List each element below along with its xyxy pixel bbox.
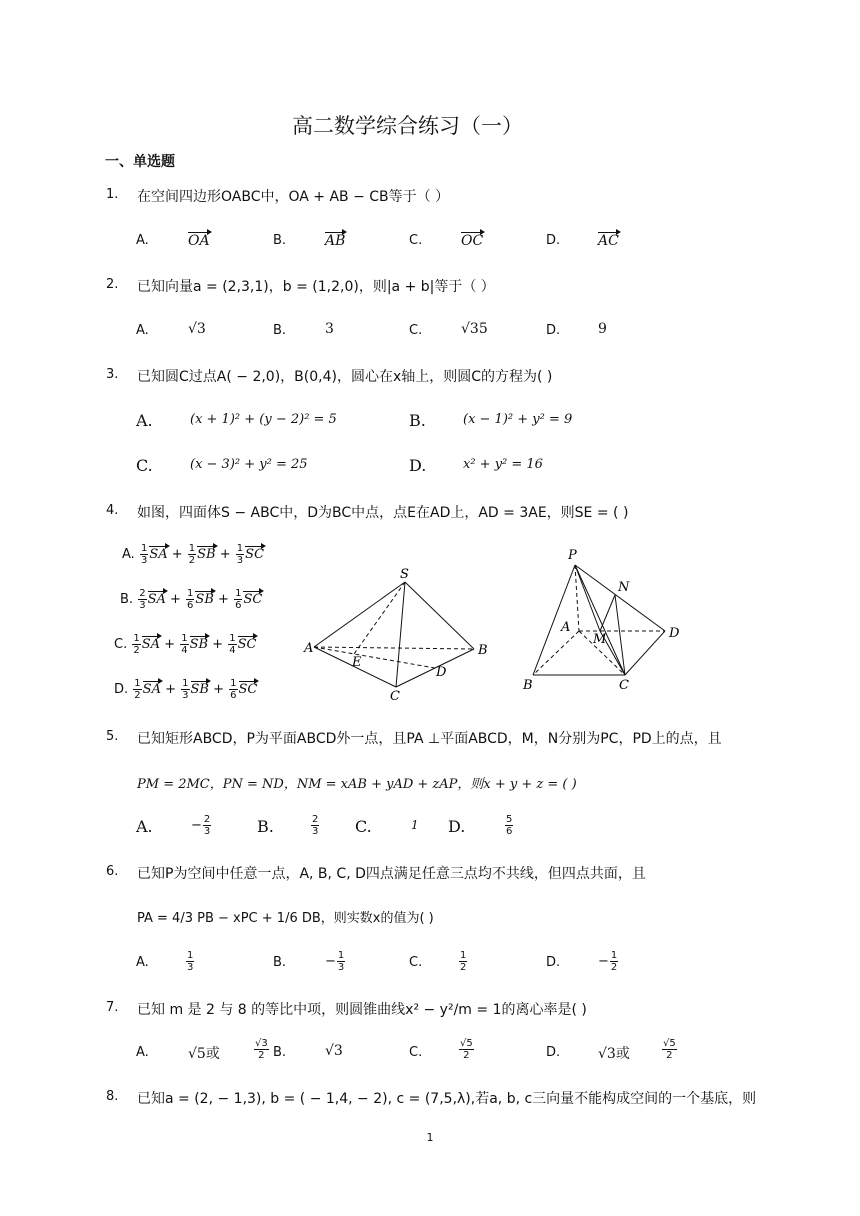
- q3-label-c: C.: [136, 456, 153, 475]
- q5-label-b: B.: [257, 817, 274, 836]
- q4-b-frac2-num: 1: [187, 588, 194, 599]
- q1-label-c: C.: [409, 233, 423, 248]
- fig1-label-c: C: [390, 689, 400, 704]
- fig2-label-b: B: [523, 678, 533, 693]
- q3-value-a: (x + 1)² + (y − 2)² = 5: [190, 412, 337, 427]
- q4-b-frac1-num: 2: [139, 588, 146, 599]
- q4-c-frac1-den: 2: [133, 645, 140, 656]
- q6-value-d: [598, 950, 619, 973]
- q1-label-a: A.: [136, 233, 149, 248]
- q1-value-d: AC: [598, 233, 619, 249]
- q5-b-num: 2: [312, 814, 319, 825]
- q7-label-a: A.: [136, 1045, 149, 1060]
- q4-a-frac1-num: 1: [140, 543, 148, 554]
- q4-number: 4.: [106, 503, 119, 518]
- fig1-label-d: D: [436, 665, 447, 680]
- q5-a-sign: −: [191, 818, 202, 833]
- tetrahedron-figure: [300, 560, 500, 705]
- q7-c-den: 2: [463, 1050, 470, 1061]
- q4-a-frac2-num: 1: [188, 543, 196, 554]
- q7-number: 7.: [106, 1000, 119, 1015]
- q4-d-frac1-num: 1: [134, 678, 141, 689]
- q2-text: 已知向量a = (2,3,1)，b = (1,2,0)，则|a + b|等于（ ）: [137, 279, 495, 295]
- q6-value-b: [325, 950, 346, 973]
- q2-label-b: B.: [273, 323, 287, 338]
- q6-label-b: B.: [273, 955, 287, 970]
- q6-b-sign: −: [325, 954, 336, 969]
- q5-d-den: 6: [506, 826, 513, 837]
- q6-text: 已知P为空间中任意一点，A, B, C, D四点满足任意三点均不共线，但四点共面，且: [137, 866, 646, 882]
- fig1-label-e: E: [352, 655, 362, 670]
- q2-label-a: A.: [136, 323, 149, 338]
- q4-option-a: A. $\frac{1}{3}$ SA + $\frac{1}{2}$ SB + $\frac{1}{3}$ SC: [122, 543, 265, 566]
- fig2-label-n: N: [618, 580, 630, 595]
- q5-label-d: D.: [448, 817, 466, 836]
- q4-a-frac3-num: 1: [236, 543, 244, 554]
- q7-label-c: C.: [409, 1045, 423, 1060]
- q7-label-b: B.: [273, 1045, 287, 1060]
- q6-value-c: [458, 950, 468, 973]
- q7-d-den: 2: [666, 1050, 673, 1061]
- q5-value-a: [191, 814, 212, 837]
- q6-c-den: 2: [460, 962, 467, 973]
- q4-c-frac2-den: 4: [181, 645, 188, 656]
- page-title: 高二数学综合练习（一）: [292, 114, 523, 138]
- q4-c-frac3-den: 4: [229, 645, 236, 656]
- q2-value-a: √3: [188, 321, 206, 337]
- fig1-label-a: A: [304, 641, 314, 656]
- q4-label-d: D.: [114, 682, 129, 697]
- q4-b-frac3-den: 6: [235, 600, 242, 611]
- q6-label-a: A.: [136, 955, 149, 970]
- q6-b-num: 1: [337, 950, 345, 961]
- q1-number: 1.: [106, 187, 119, 202]
- q1-value-b: AB: [325, 233, 346, 249]
- q3-value-c: (x − 3)² + y² = 25: [190, 457, 308, 472]
- q3-label-b: B.: [409, 411, 426, 430]
- q5-d-num: 5: [506, 814, 513, 825]
- q6-d-sign: −: [598, 954, 609, 969]
- q1-value-a: OA: [188, 233, 210, 249]
- q2-value-b: 3: [325, 321, 334, 337]
- q4-label-b: B.: [120, 592, 134, 607]
- q2-value-c: √35: [461, 321, 488, 337]
- q7-value-d-frac: [661, 1038, 678, 1061]
- q5-text: 已知矩形ABCD，P为平面ABCD外一点，且PA ⊥平面ABCD，M，N分别为PC，PD上的点，且: [137, 731, 722, 747]
- q6-c-num: 1: [460, 950, 467, 961]
- fig1-label-s: S: [400, 567, 409, 582]
- q4-d-frac1-den: 2: [134, 690, 141, 701]
- q5-a-num: 2: [203, 814, 211, 825]
- q5-value-c: 1: [411, 818, 419, 832]
- q4-b-frac2-den: 6: [187, 600, 194, 611]
- q1-label-d: D.: [546, 233, 561, 248]
- q5-number: 5.: [106, 729, 119, 744]
- q6-label-c: C.: [409, 955, 423, 970]
- section-heading: 一、单选题: [105, 154, 175, 170]
- fig2-label-a: A: [561, 620, 571, 635]
- fig1-label-b: B: [478, 643, 488, 658]
- q6-d-num: 1: [610, 950, 618, 961]
- q5-a-den: 3: [203, 826, 211, 837]
- q1-label-b: B.: [273, 233, 287, 248]
- q4-b-frac1-den: 3: [139, 600, 146, 611]
- q3-value-b: (x − 1)² + y² = 9: [463, 412, 573, 427]
- q3-value-d: x² + y² = 16: [463, 457, 543, 472]
- q4-d-frac2-num: 1: [182, 678, 189, 689]
- q4-option-b: B. $\frac{2}{3}$ SA + $\frac{1}{6}$ SB + $\frac{1}{6}$ SC: [120, 588, 263, 611]
- q7-text: 已知 m 是 2 与 8 的等比中项，则圆锥曲线x² − y²/m = 1的离心率是( ): [137, 1002, 587, 1018]
- q4-text: 如图，四面体S − ABC中，D为BC中点，点E在AD上，AD = 3AE，则SE = ( ): [137, 505, 629, 521]
- q4-a-frac2-den: 2: [188, 555, 196, 566]
- q4-c-frac3-num: 1: [229, 633, 236, 644]
- q6-line2: PA = 4/3 PB − xPC + 1/6 DB，则实数x的值为( ): [137, 911, 434, 926]
- q4-a-frac1-den: 3: [140, 555, 148, 566]
- q6-label-d: D.: [546, 955, 561, 970]
- fig2-label-c: C: [619, 678, 629, 693]
- q5-label-c: C.: [355, 817, 372, 836]
- q6-value-a: [185, 950, 195, 973]
- page-number: 1: [426, 1131, 434, 1144]
- q4-c-frac1-num: 1: [133, 633, 140, 644]
- q4-c-frac2-num: 1: [181, 633, 188, 644]
- q4-label-c: C.: [114, 637, 128, 652]
- fig2-label-d: D: [669, 626, 680, 641]
- q4-option-d: D. $\frac{1}{2}$ SA + $\frac{1}{3}$ SB + $\frac{1}{6}$ SC: [114, 678, 258, 701]
- fig2-label-m: M: [593, 632, 607, 647]
- q1-text: 在空间四边形OABC中，OA + AB − CB等于（ ）: [137, 189, 450, 205]
- q2-number: 2.: [106, 277, 119, 292]
- q4-b-frac3-num: 1: [235, 588, 242, 599]
- q6-number: 6.: [106, 864, 119, 879]
- q3-number: 3.: [106, 367, 119, 382]
- q5-label-a: A.: [136, 817, 153, 836]
- q5-value-b: [310, 814, 320, 837]
- q7-value-b: √3: [325, 1043, 343, 1059]
- q2-value-d: 9: [598, 321, 607, 337]
- q8-text: 已知a = (2, − 1,3), b = ( − 1,4, − 2), c = (7,5,λ),若a, b, c三向量不能构成空间的一个基底，则: [137, 1091, 757, 1107]
- q7-d-num: √5: [663, 1038, 676, 1049]
- q4-label-a: A.: [122, 547, 135, 562]
- q7-a-num: √3: [255, 1038, 268, 1049]
- q4-option-c: C. $\frac{1}{2}$ SA + $\frac{1}{4}$ SB + $\frac{1}{4}$ SC: [114, 633, 257, 656]
- q7-value-a-frac: [253, 1038, 270, 1061]
- q7-label-d: D.: [546, 1045, 561, 1060]
- q4-d-frac2-den: 3: [182, 690, 189, 701]
- q7-a-den: 2: [258, 1050, 265, 1061]
- q6-a-den: 3: [187, 962, 194, 973]
- pyramid-figure: [515, 545, 705, 695]
- q6-d-den: 2: [610, 962, 618, 973]
- q2-label-c: C.: [409, 323, 423, 338]
- q4-d-frac3-num: 1: [230, 678, 237, 689]
- q1-value-c: OC: [461, 233, 484, 249]
- q6-a-num: 1: [187, 950, 194, 961]
- q7-value-d-prefix: √3或: [598, 1046, 630, 1062]
- q7-value-c: [458, 1038, 475, 1061]
- fig2-label-p: P: [568, 548, 577, 563]
- q3-label-a: A.: [136, 411, 153, 430]
- q7-c-num: √5: [460, 1038, 473, 1049]
- q5-line2: PM = 2MC，PN = ND，NM = xAB + yAD + zAP，则x + y + z = ( ): [137, 777, 577, 792]
- q2-label-d: D.: [546, 323, 561, 338]
- q6-b-den: 3: [337, 962, 345, 973]
- q4-a-frac3-den: 3: [236, 555, 244, 566]
- q4-d-frac3-den: 6: [230, 690, 237, 701]
- q8-number: 8.: [106, 1089, 119, 1104]
- q3-text: 已知圆C过点A( − 2,0)，B(0,4)，圆心在x轴上，则圆C的方程为( ): [137, 369, 553, 385]
- q7-value-a-prefix: √5或: [188, 1046, 220, 1062]
- q3-label-d: D.: [409, 456, 427, 475]
- q5-b-den: 3: [312, 826, 319, 837]
- q5-value-d: [504, 814, 514, 837]
